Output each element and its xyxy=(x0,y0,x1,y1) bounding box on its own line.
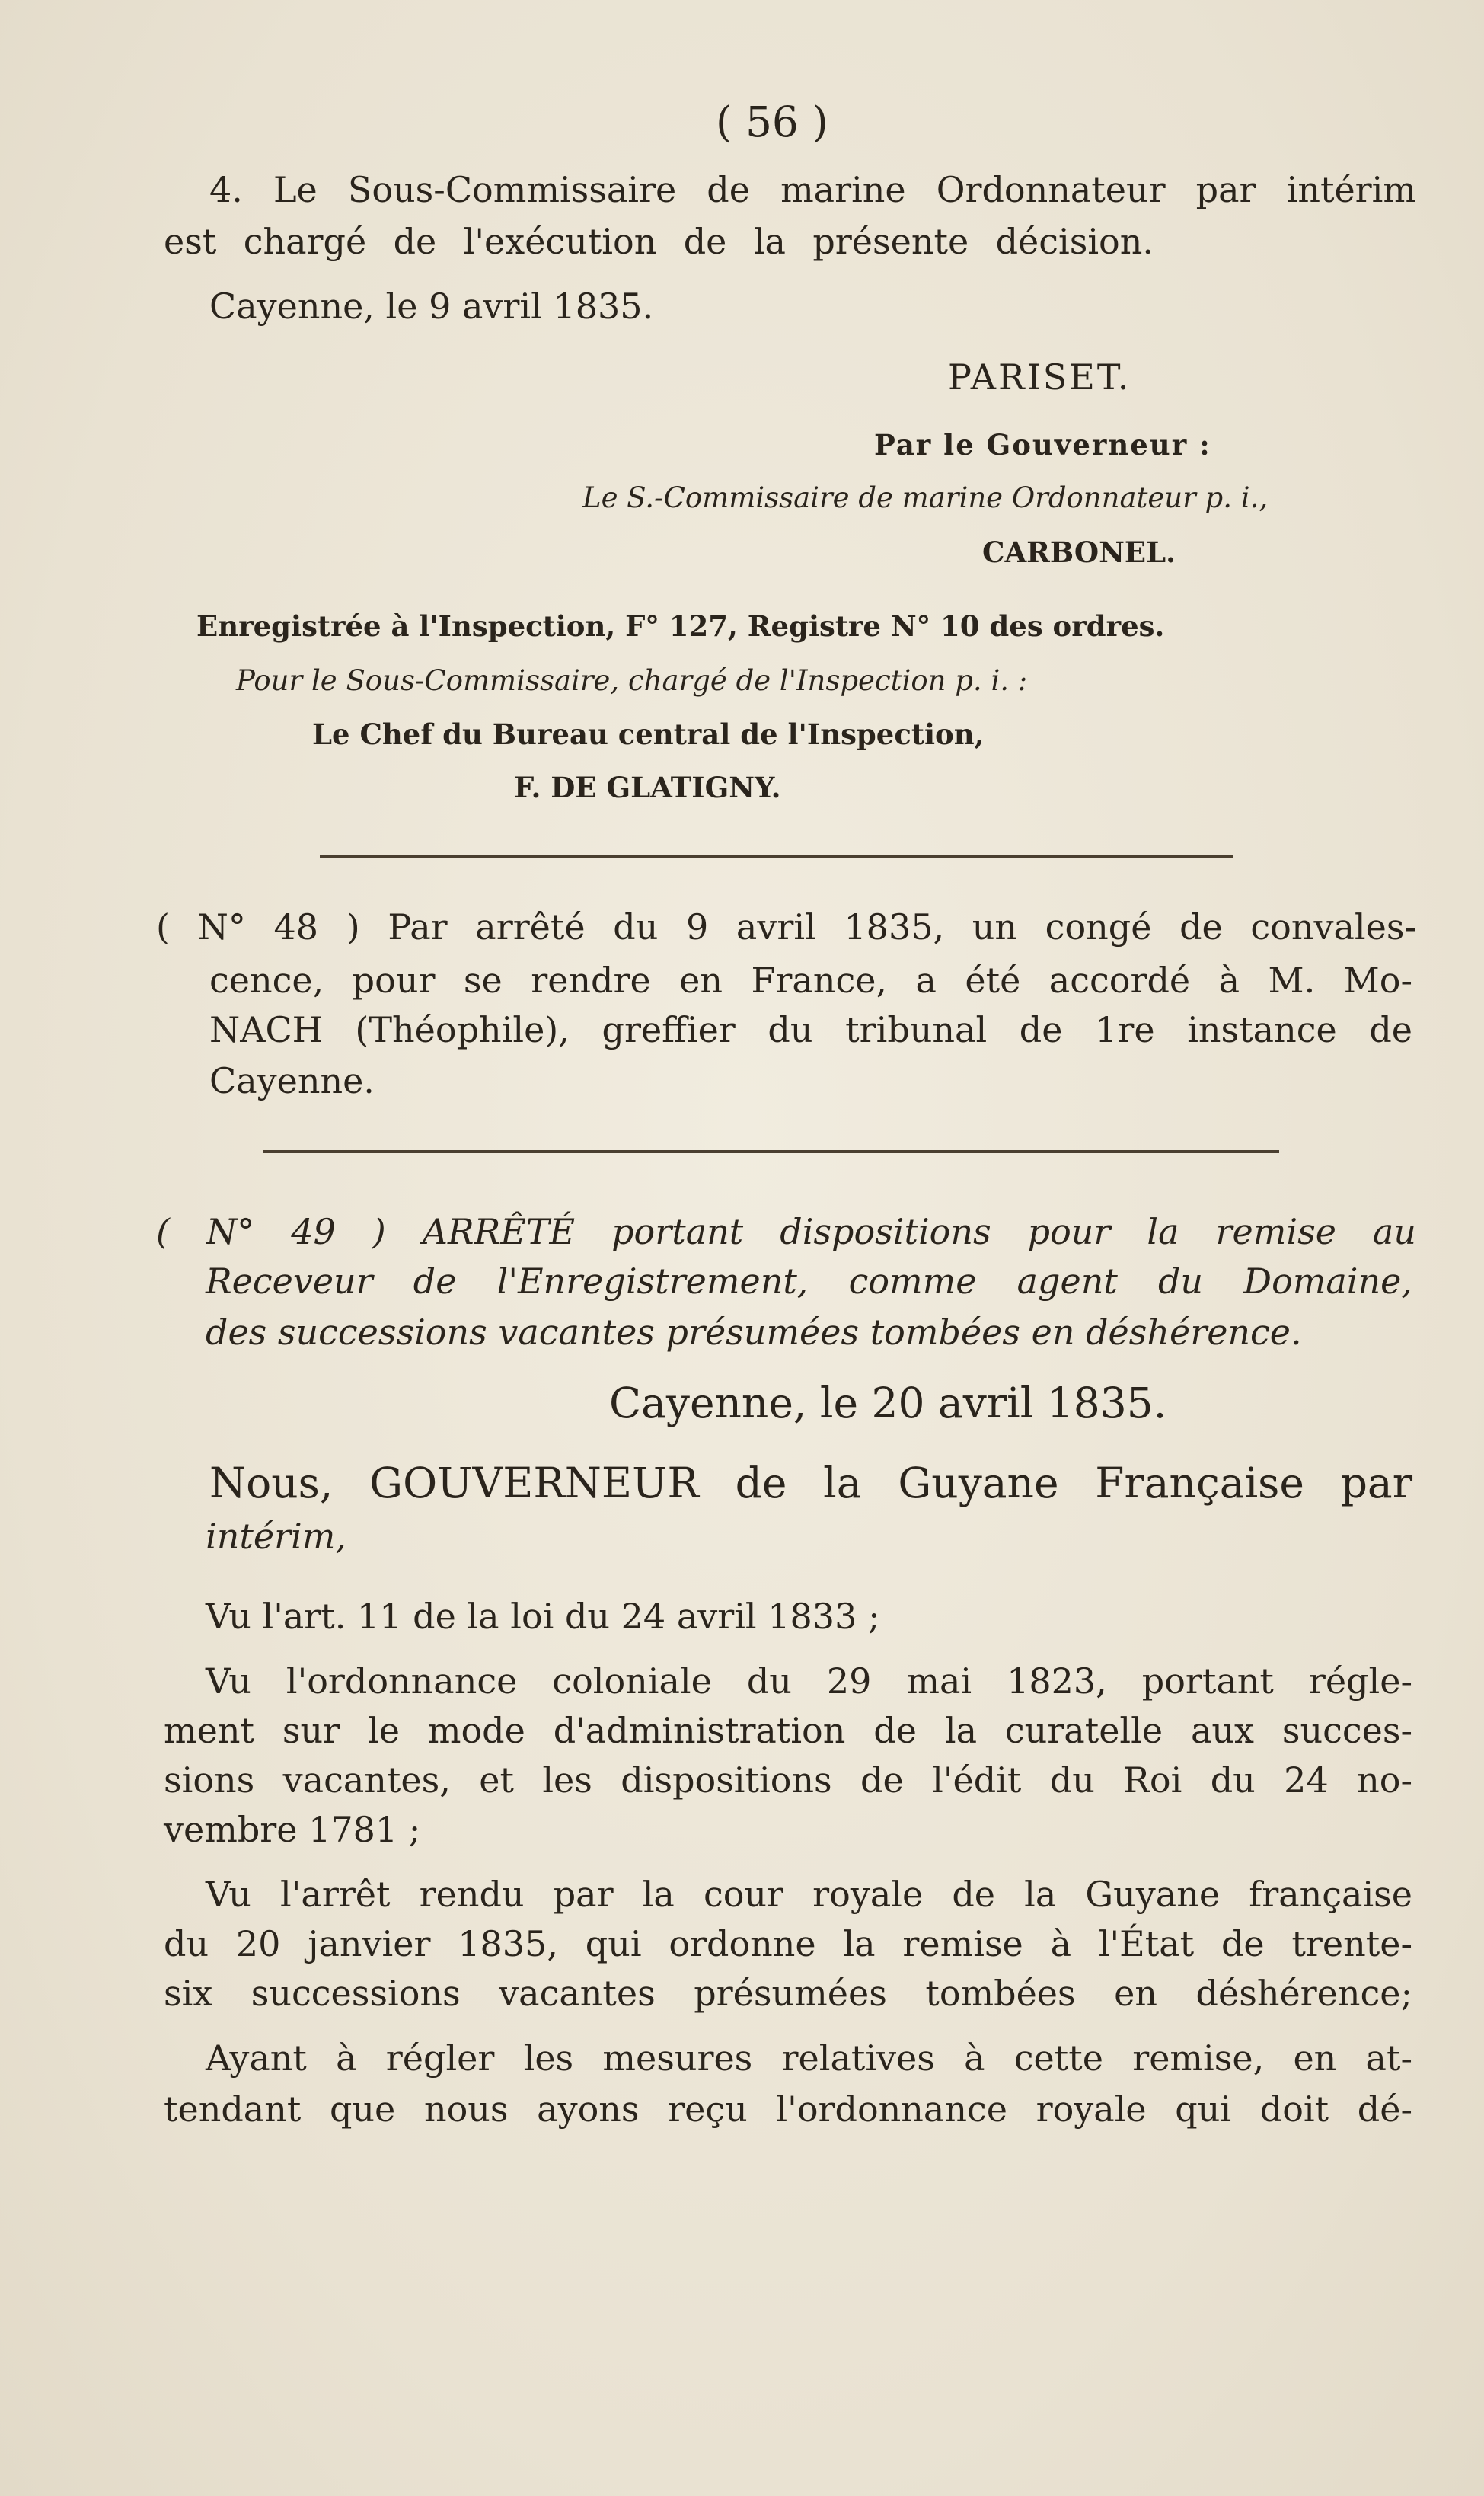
registration-line-2: Pour le Sous-Commissaire, chargé de l'Inspection p. i. : xyxy=(236,664,1028,697)
article-4-date: Cayenne, le 9 avril 1835. xyxy=(209,286,654,327)
commissaire-line: Le S.-Commissaire de marine Ordonnateur p. i., xyxy=(582,481,1269,514)
article-4-line-2: est chargé de l'exécution de la présente décision. xyxy=(164,221,1154,262)
nous-line-2: intérim, xyxy=(206,1516,346,1557)
separator-rule-2 xyxy=(263,1150,1279,1153)
registration-line-3: Le Chef du Bureau central de l'Inspection, xyxy=(312,717,985,751)
vu3-line-3: six successions vacantes présumées tombées en déshérence; xyxy=(164,1973,1412,2014)
vu3-line-2: du 20 janvier 1835, qui ordonne la remise à l'État de trente- xyxy=(164,1923,1412,1964)
no49-title-line-1: ( N° 49 ) ARRÊTÉ portant dispositions pour la remise au xyxy=(156,1211,1416,1252)
nous-line-1: Nous, GOUVERNEUR de la Guyane Française par xyxy=(209,1459,1412,1507)
vu-line-1: Vu l'art. 11 de la loi du 24 avril 1833 ; xyxy=(206,1596,880,1637)
article-4-line-1: 4. Le Sous-Commissaire de marine Ordonnateur par intérim xyxy=(209,169,1416,210)
vu2-line-2: ment sur le mode d'administration de la curatelle aux succes- xyxy=(164,1710,1412,1751)
no49-date: Cayenne, le 20 avril 1835. xyxy=(609,1379,1167,1427)
no49-title-line-3: des successions vacantes présumées tombées en déshérence. xyxy=(206,1312,1302,1353)
signature-pariset: PARISET. xyxy=(948,356,1131,398)
ayant-line-1: Ayant à régler les mesures relatives à cette remise, en at- xyxy=(206,2037,1412,2079)
signature-carbonel: CARBONEL. xyxy=(982,535,1176,569)
no48-line-3: NACH (Théophile), greffier du tribunal de 1re instance de xyxy=(209,1009,1412,1050)
vu2-line-1: Vu l'ordonnance coloniale du 29 mai 1823, portant régle- xyxy=(206,1660,1412,1702)
vu3-line-1: Vu l'arrêt rendu par la cour royale de la Guyane française xyxy=(206,1874,1412,1915)
ayant-line-2: tendant que nous ayons reçu l'ordonnance royale qui doit dé- xyxy=(164,2089,1412,2130)
registration-line-4: F. DE GLATIGNY. xyxy=(514,771,781,804)
vu2-line-4: vembre 1781 ; xyxy=(164,1809,421,1850)
registration-line-1: Enregistrée à l'Inspection, F° 127, Registre N° 10 des ordres. xyxy=(196,609,1165,643)
page-number: ( 56 ) xyxy=(716,97,828,146)
no48-line-2: cence, pour se rendre en France, a été accordé à M. Mo- xyxy=(209,960,1412,1001)
no49-title-line-2: Receveur de l'Enregistrement, comme agent du Domaine, xyxy=(206,1261,1412,1302)
no48-line-4: Cayenne. xyxy=(209,1060,375,1101)
separator-rule-1 xyxy=(320,855,1233,858)
no48-line-1: ( N° 48 ) Par arrêté du 9 avril 1835, un congé de convales- xyxy=(156,906,1416,948)
par-le-gouverneur: Par le Gouverneur : xyxy=(874,428,1211,462)
vu2-line-3: sions vacantes, et les dispositions de l'édit du Roi du 24 no- xyxy=(164,1759,1412,1801)
